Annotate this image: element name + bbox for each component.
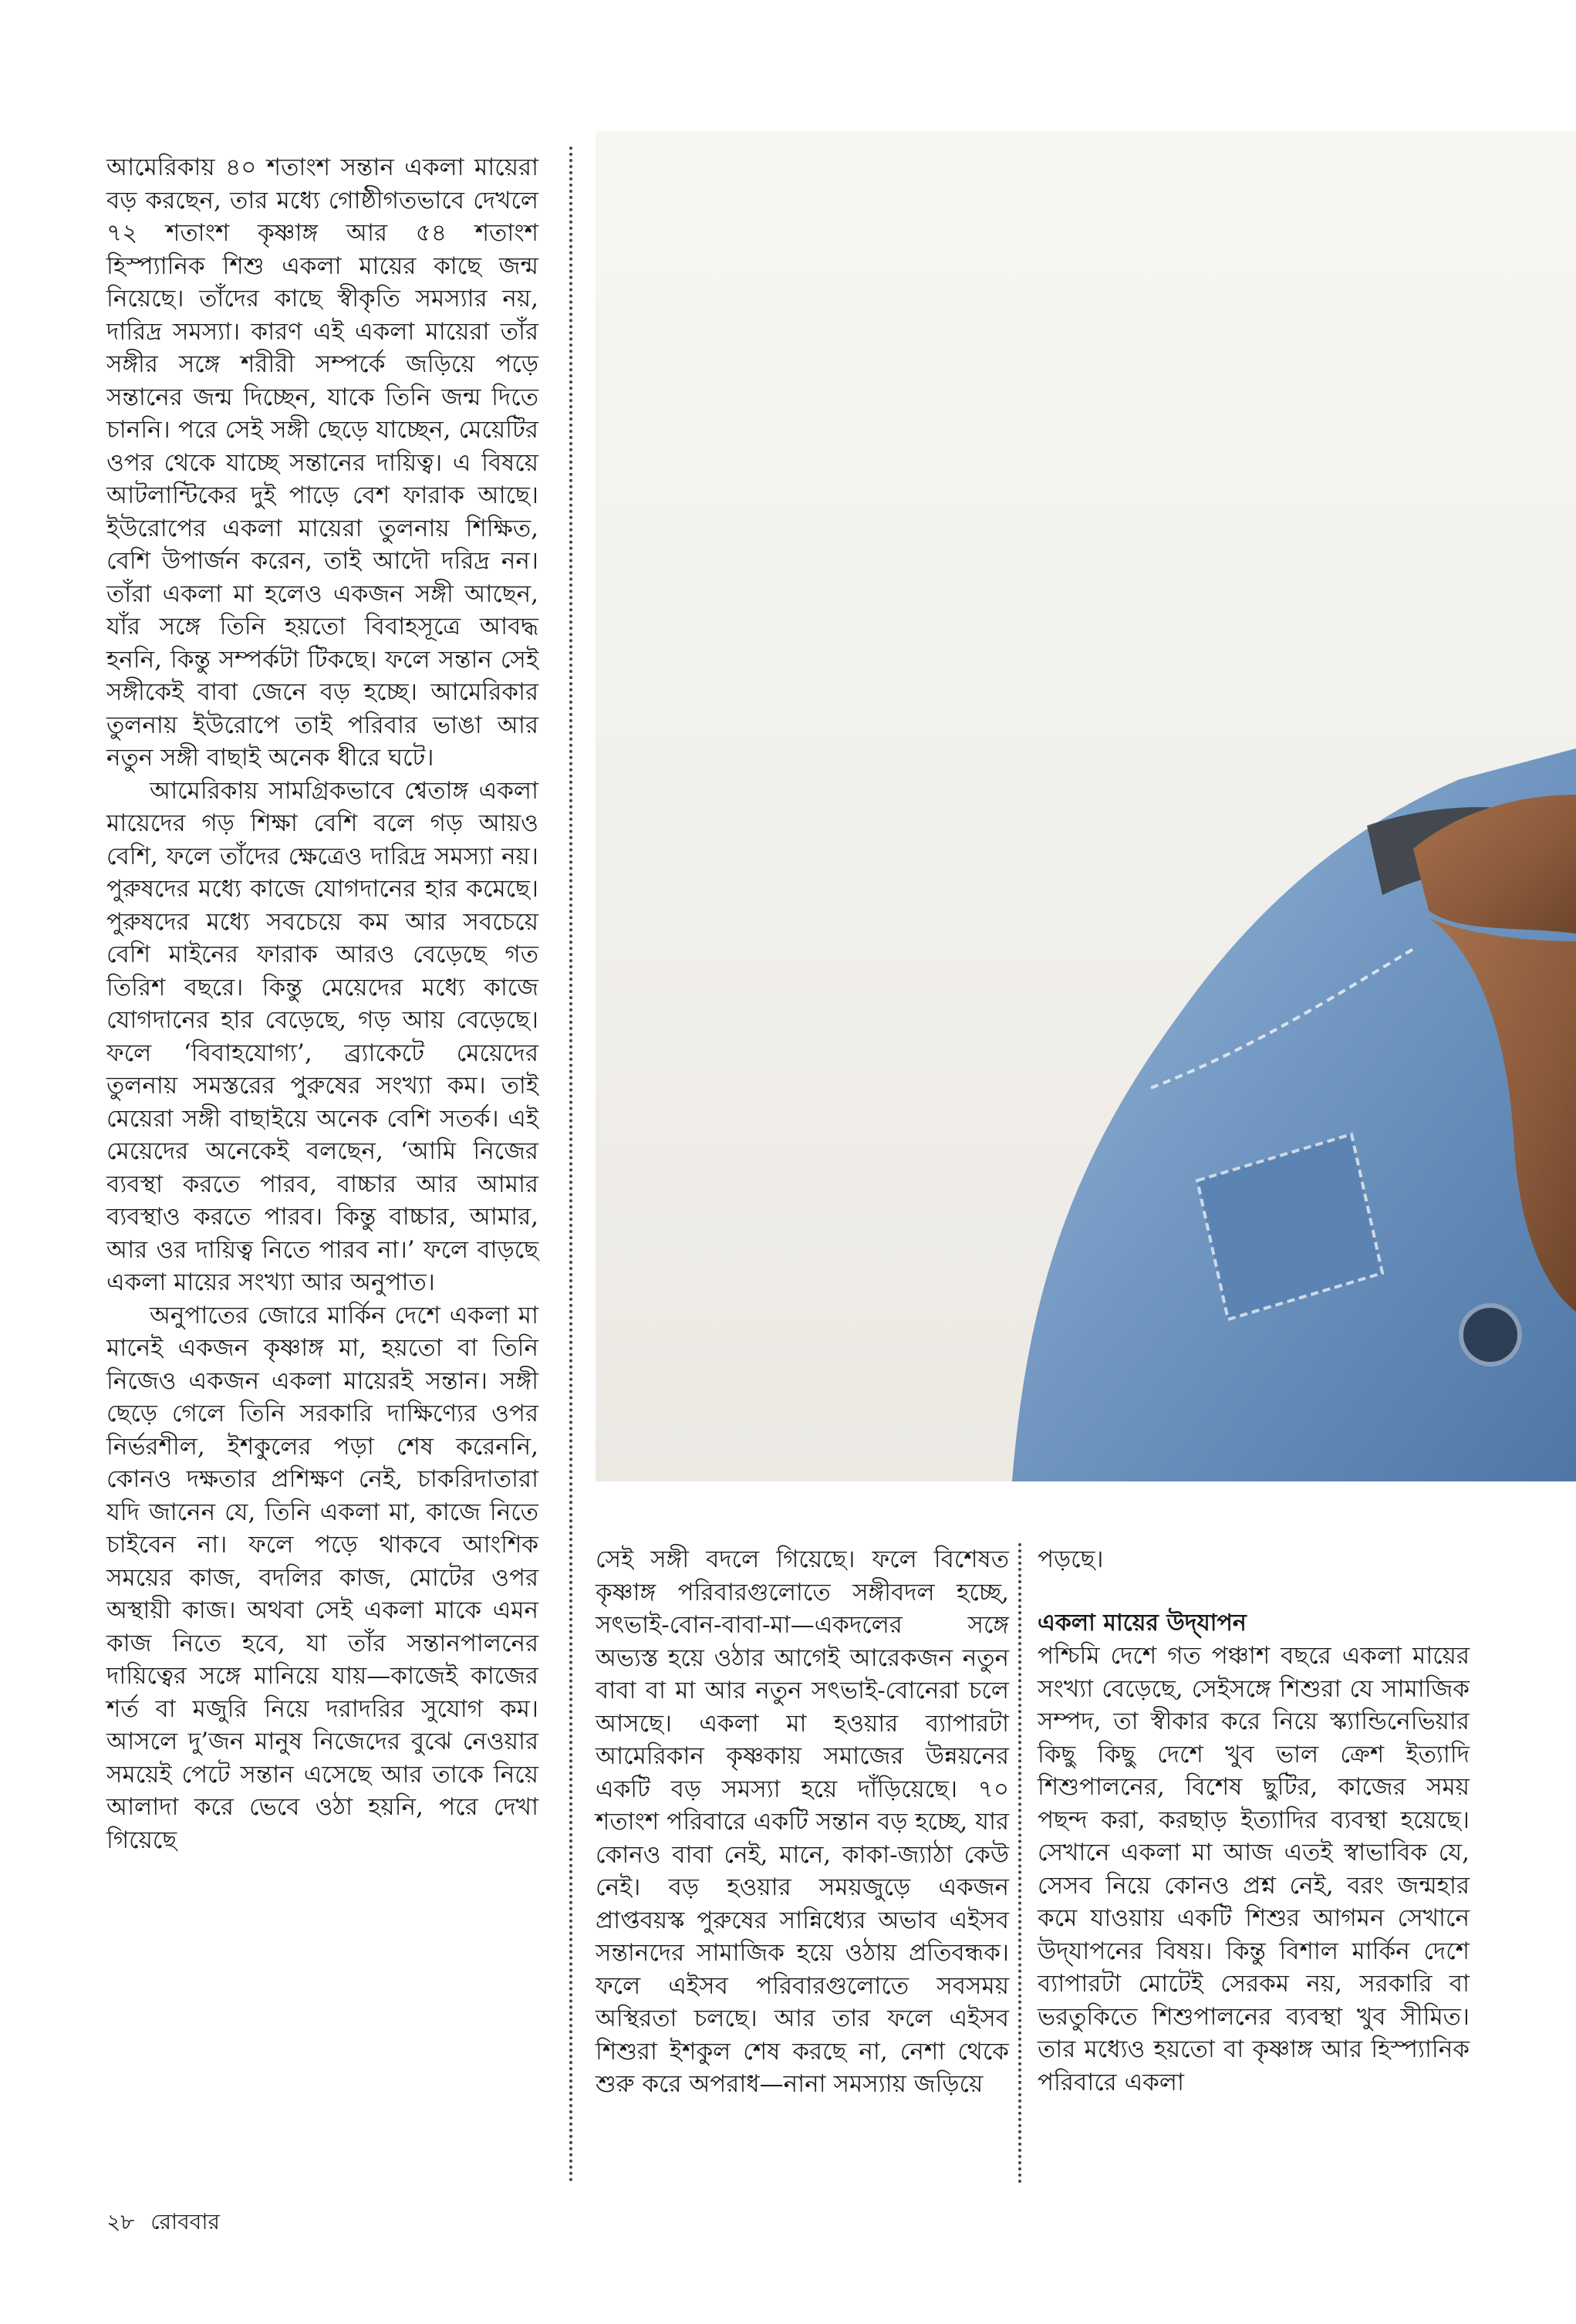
paragraph: পশ্চিমি দেশে গত পঞ্চাশ বছরে একলা মায়ের সংখ্যা বেড়েছে, সেইসঙ্গে শিশুরা যে সামাজিক সম্পদ, তা স্বীকার করে নিয়ে স্ক্যান্ডিনেভিয়ার কিছু কিছু দেশে খুব ভাল ক্রেশ ইত্যাদি শিশুপালনের, বিশেষ ছুটির, কাজের সময় পছন্দ করা, করছাড় ইত্যাদির ব্যবস্থা হয়েছে। সেখানে একলা মা আজ এতই স্বাভাবিক যে, সেসব নিয়ে কোনও প্রশ্ন নেই, বরং জন্মহার কমে যাওয়ায় একটি শিশুর আগমন সেখানে উদ্‌যাপনের বিষয়। কিন্তু বিশাল মার্কিন দেশে ব্যাপারটা মোটেই সেরকম নয়, সরকারি বা ভরতুকিতে শিশুপালনের ব্যবস্থা খুব সীমিত। তার মধ্যেও হয়তো বা কৃষ্ণাঙ্গ আর হিস্প্যানিক পরিবারে একলা <box>1038 1642 1470 2096</box>
paragraph: সেই সঙ্গী বদলে গিয়েছে। ফলে বিশেষত কৃষ্ণাঙ্গ পরিবারগুলোতে সঙ্গীবদল হচ্ছে, সৎভাই-বোন-বাবা-মা—একদলের সঙ্গে অভ্যস্ত হয়ে ওঠার আগেই আরেকজন নতুন বাবা বা মা আর নতুন সৎভাই-বোনেরা চলে আসছে। একলা মা হওয়ার ব্যাপারটা আমেরিকান কৃষ্ণকায় সমাজের উন্নয়নের একটি বড় সমস্যা হয়ে দাঁড়িয়েছে। ৭০ শতাংশ পরিবারে একটি সন্তান বড় হচ্ছে, যার কোনও বাবা নেই, মানে, কাকা-জ্যাঠা কেউ নেই। বড় হওয়ার সময়জুড়ে একজন প্রাপ্তবয়স্ক পুরুষের সান্নিধ্যের অভাব এইসব সন্তানদের সামাজিক হয়ে ওঠায় প্রতিবন্ধক। ফলে এইসব পরিবারগুলোতে সবসময় অস্থিরতা চলছে। আর তার ফলে এইসব শিশুরা ইশকুল শেষ করছে না, নেশা থেকে শুরু করে অপরাধ—নানা সমস্যায় জড়িয়ে <box>596 1545 1009 2098</box>
page-number: ২৮ <box>106 2209 135 2234</box>
magazine-name: রোববার <box>150 2209 220 2234</box>
photo-illustration <box>596 131 1576 1481</box>
denim-button <box>1461 1306 1520 1364</box>
article-column-left <box>106 151 538 1856</box>
paragraph: আমেরিকায় সামগ্রিকভাবে শ্বেতাঙ্গ একলা মায়েদের গড় শিক্ষা বেশি বলে গড় আয়ও বেশি, ফলে তাঁদের ক্ষেত্রেও দারিদ্র সমস্যা নয়। পুরুষদের মধ্যে কাজে যোগদানের হার কমেছে। পুরুষদের মধ্যে সবচেয়ে কম আর সবচেয়ে বেশি মাইনের ফারাক আরও বেড়েছে গত তিরিশ বছরে। কিন্তু মেয়েদের মধ্যে কাজে যোগদানের হার বেড়েছে, গড় আয় বেড়েছে। ফলে ‘বিবাহযোগ্য’, ব্র্যাকেটে মেয়েদের তুলনায় সমস্তরের পুরুষের সংখ্যা কম। তাই মেয়েরা সঙ্গী বাছাইয়ে অনেক বেশি সতর্ক। এই মেয়েদের অনেকেই বলছেন, ‘আমি নিজের ব্যবস্থা করতে পারব, বাচ্চার আর আমার ব্যবস্থাও করতে পারব। কিন্তু বাচ্চার, আমার, আর ওর দায়িত্ব নিতে পারব না।’ ফলে বাড়ছে একলা মায়ের সংখ্যা আর অনুপাত। <box>106 776 538 1296</box>
section-heading: একলা মায়ের উদ্‌যাপন <box>1038 1609 1247 1637</box>
page-folio <box>106 2205 220 2241</box>
paragraph: অনুপাতের জোরে মার্কিন দেশে একলা মা মানেই একজন কৃষ্ণাঙ্গ মা, হয়তো বা তিনি নিজেও একজন একলা মায়েরই সন্তান। সঙ্গী ছেড়ে গেলে তিনি সরকারি দাক্ষিণ্যের ওপর নির্ভরশীল, ইশকুলের পড়া শেষ করেননি, কোনও দক্ষতার প্রশিক্ষণ নেই, চাকরিদাতারা যদি জানেন যে, তিনি একলা মা, কাজে নিতে চাইবেন না। ফলে পড়ে থাকবে আংশিক সময়ের কাজ, বদলির কাজ, মোটের ওপর অস্থায়ী কাজ। অথবা সেই একলা মাকে এমন কাজ নিতে হবে, যা তাঁর সন্তানপালনের দায়িত্বের সঙ্গে মানিয়ে যায়—কাজেই কাজের শর্ত বা মজুরি নিয়ে দরাদরির সুযোগ কম। আসলে দু’জন মানুষ নিজেদের বুঝে নেওয়ার সময়েই পেটে সন্তান এসেছে আর তাকে নিয়ে আলাদা করে ভেবে ওঠা হয়নি, পরে দেখা গিয়েছে <box>106 1301 538 1854</box>
column-rule-left <box>569 147 572 2184</box>
column-rule-right <box>1018 1543 1021 2184</box>
paragraph: আমেরিকায় ৪০ শতাংশ সন্তান একলা মায়েরা বড় করছেন, তার মধ্যে গোষ্ঠীগতভাবে দেখলে ৭২ শতাংশ কৃষ্ণাঙ্গ আর ৫৪ শতাংশ হিস্প্যানিক শিশু একলা মায়ের কাছে জন্ম নিয়েছে। তাঁদের কাছে স্বীকৃতি সমস্যার নয়, দারিদ্র সমস্যা। কারণ এই একলা মায়েরা তাঁর সঙ্গীর সঙ্গে শরীরী সম্পর্কে জড়িয়ে পড়ে সন্তানের জন্ম দিচ্ছেন, যাকে তিনি জন্ম দিতে চাননি। পরে সেই সঙ্গী ছেড়ে যাচ্ছেন, মেয়েটির ওপর থেকে যাচ্ছে সন্তানের দায়িত্ব। এ বিষয়ে আটলান্টিকের দুই পাড়ে বেশ ফারাক আছে। ইউরোপের একলা মায়েরা তুলনায় শিক্ষিত, বেশি উপার্জন করেন, তাই আদৌ দরিদ্র নন। তাঁরা একলা মা হলেও একজন সঙ্গী আছেন, যাঁর সঙ্গে তিনি হয়তো বিবাহসূত্রে আবদ্ধ হননি, কিন্তু সম্পর্কটা টিকছে। ফলে সন্তান সেই সঙ্গীকেই বাবা জেনে বড় হচ্ছে। আমেরিকার তুলনায় ইউরোপে তাই পরিবার ভাঙা আর নতুন সঙ্গী বাছাই অনেক ধীরে ঘটে। <box>106 154 538 772</box>
article-column-middle <box>596 1543 1009 2101</box>
paragraph: পড়ছে। <box>1038 1545 1104 1573</box>
article-column-right <box>1038 1543 1470 2099</box>
article-photo <box>596 131 1576 1481</box>
